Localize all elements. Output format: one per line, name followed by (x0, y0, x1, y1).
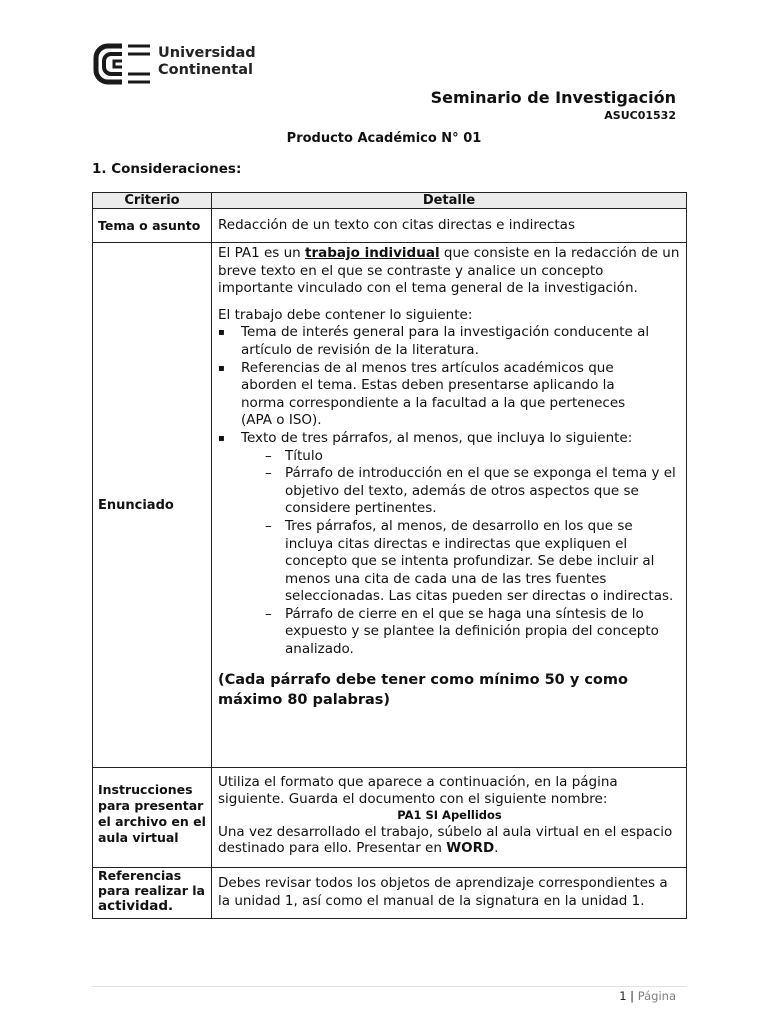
table-header-row (93, 193, 687, 209)
footer-separator: | (630, 989, 635, 1003)
detail-referencias: Debes revisar todos los objetos de aprendizaje correspondientes a la unidad 1, así como el manual de la signatura en la unidad 1. (212, 868, 687, 919)
contents-lead: El trabajo debe contener lo siguiente: (218, 306, 473, 323)
intro-emphasis: trabajo individual (305, 245, 440, 261)
course-code: ASUC01532 (604, 109, 676, 122)
course-header (431, 88, 676, 122)
considerations-table (92, 192, 687, 919)
page-number: 1 (619, 989, 627, 1003)
intro-text-rest: que consiste en la redacción de un breve texto en el que se contraste y analice un concepto importante vinculado con el tema general de la investigación. (218, 245, 680, 297)
university-logo-mark-icon (92, 42, 152, 86)
label-referencias (93, 868, 212, 919)
university-logo (92, 42, 262, 86)
table-row (93, 209, 687, 243)
list-item (218, 430, 681, 659)
word-count-note: (Cada párrafo debe tener como mínimo 50 y como máximo 80 palabras) (218, 671, 628, 708)
list-item: ▪ Referencias de al menos tres artículos académicos que aborden el tema. Estas deben presentarse aplicando la norma correspondiente a la facultad a la que perteneces (APA o ISO). (218, 360, 641, 430)
page-label: Página (637, 989, 676, 1003)
footer-divider (92, 986, 687, 987)
instructions-text: Una vez desarrollado el trabajo, súbelo al aula virtual en el espacio destinado para ello. Presentar en (218, 823, 673, 856)
page-footer (619, 989, 676, 1003)
section-heading: 1. Consideraciones: (92, 161, 242, 177)
instructions-line-2 (218, 824, 681, 857)
referencias-label-text: Referencias para realizar la (98, 868, 205, 898)
logo-line-1: Universidad (158, 45, 256, 61)
header-criterio: Criterio (93, 193, 212, 209)
text-parts-list (241, 448, 681, 659)
sub-item: – Párrafo de introducción en el que se exponga el tema y el objetivo del texto, además de otros aspectos que se considere pertinentes. (265, 465, 681, 518)
list-item: ▪ Tema de interés general para la investigación conducente al artículo de revisión de la literatura. (218, 324, 651, 359)
table-row (93, 243, 687, 768)
university-name (158, 45, 256, 79)
label-instrucciones: Instrucciones para presentar el archivo en el aula virtual (93, 768, 212, 868)
table-row (93, 768, 687, 868)
referencias-label-end: actividad. (98, 898, 174, 914)
detail-tema: Redacción de un texto con citas directas e indirectas (212, 209, 687, 243)
file-name: PA1 SI Apellidos (397, 808, 502, 822)
sub-item: – Título (265, 448, 681, 466)
format-word: WORD (446, 840, 495, 856)
logo-line-2: Continental (158, 62, 253, 78)
header-detalle: Detalle (212, 193, 687, 209)
label-enunciado: Enunciado (93, 243, 212, 768)
course-title: Seminario de Investigación (430, 88, 676, 107)
instructions-line-1: Utiliza el formato que aparece a continuación, en la página siguiente. Guarda el documento con el siguiente nombre: (218, 774, 618, 807)
detail-instrucciones (212, 768, 687, 868)
label-tema: Tema o asunto (93, 209, 212, 243)
requirements-list (218, 324, 681, 658)
intro-text: El PA1 es un (218, 245, 305, 261)
sub-item: – Párrafo de cierre en el que se haga una síntesis de lo expuesto y se plantee la definición propia del concepto analizado. (265, 606, 681, 659)
instructions-period: . (494, 840, 499, 856)
list-item-text: Texto de tres párrafos, al menos, que incluya lo siguiente: (241, 429, 633, 446)
table-row (93, 868, 687, 919)
enunciado-intro (218, 245, 681, 298)
sub-item: – Tres párrafos, al menos, de desarrollo en los que se incluya citas directas e indirectas que expliquen el concepto que se intenta profundizar. Se debe incluir al menos una cita de cada una de las tres fuentes seleccionadas. Las citas pueden ser directas o indirectas. (265, 518, 681, 606)
detail-enunciado (212, 243, 687, 768)
product-title: Producto Académico N° 01 (286, 131, 482, 146)
